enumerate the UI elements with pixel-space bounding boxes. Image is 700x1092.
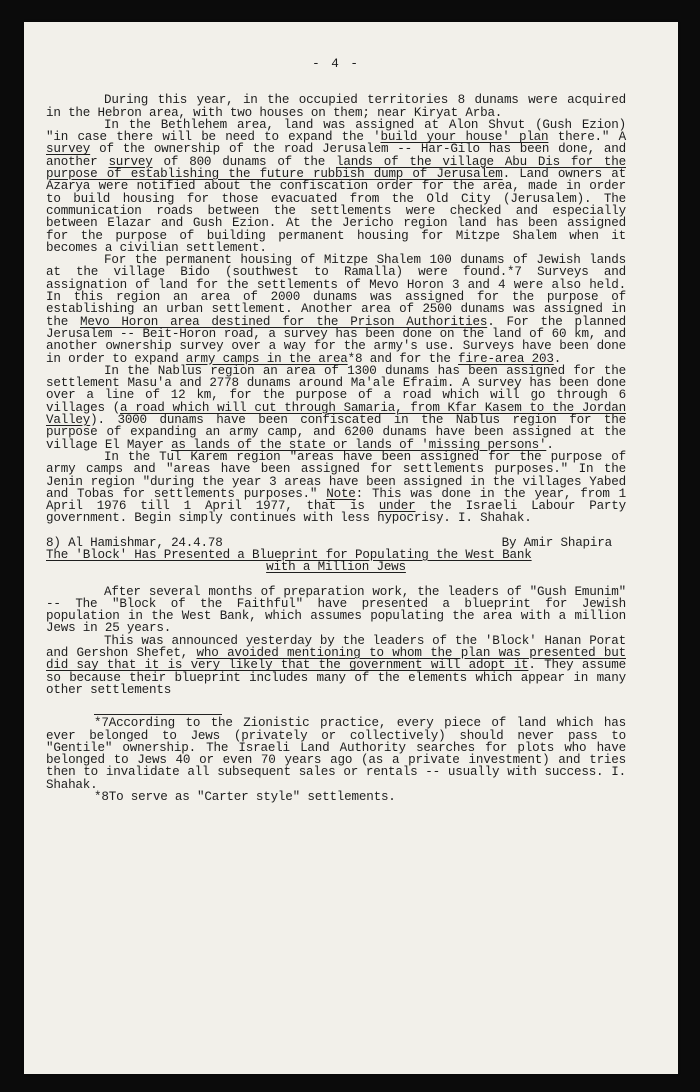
paragraph-nablus: In the Nablus region an area of 1300 dunams has been assigned for the settlement Masu'a and 2778 dunams around Ma'ale Efraim. A survey has been done over a line of 12 km, for the purpose of a road which will go through 6 villages (a road which will cut through Samaria, from Kfar Kasem to the Jordan Valley). 3000 dunams have been confiscated in the Nablus region for the purpose of expanding an army camp, and 6200 dunams have been assigned at the village El Mayer as lands of the state or lands of 'missing persons'.	[46, 363, 626, 452]
paragraph-bethlehem: In the Bethlehem area, land was assigned at Alon Shvut (Gush Ezion) "in case there will be need to expand the 'build your house' plan there." A survey of the ownership of the road Jerusalem -- Har-Gilo has been done, and another survey of 800 dunams of the lands of the village Abu Dis for the purpose of establishing the future rubbish dump of Jerusalem. Land owners at Azarya were notified about the confiscation order for the area, made in order to build housing for those evacuated from the Old City (Jerusalem). The communication roads between the settlements were checked and especially between Elazar and Gush Ezion. At the Jericho region land has been assigned for the purpose of building permanent housing for Mitzpe Shalem when it becomes a civilian settlement.	[46, 117, 626, 255]
article-paragraph-2: This was announced yesterday by the leaders of the 'Block' Hanan Porat and Gershon Shefet, who avoided mentioning to whom the plan was presented but did say that it is very likely that the government will adopt it. They assume so because their blueprint includes many of the elements which appear in many other settlements	[46, 633, 626, 697]
typed-page	[46, 58, 626, 803]
footnote-rule	[94, 714, 222, 715]
article-paragraph-1: After several months of preparation work, the leaders of "Gush Emunim" -- The "Block of the Faithful" have presented a blueprint for Jewish population in the West Bank, which assumes populating the area with a million Jews in 25 years.	[46, 584, 626, 636]
article-byline: By Amir Shapira	[501, 535, 612, 550]
page-number: - 4 -	[312, 57, 360, 71]
article-source: 8) Al Hamishmar, 24.4.78	[46, 535, 223, 550]
paragraph-hebron: During this year, in the occupied territories 8 dunams were acquired in the Hebron area, with two houses on them; near Kiryat Arba.	[46, 93, 626, 120]
paragraph-tul-karem: In the Tul Karem region "areas have been assigned for the purpose of army camps and "areas have been assigned for settlements purposes." In the Jenin region "during the year 3 areas have been assigned in the villages Yabed and Tobas for settlements purposes." Note: This was done in the year, from 1 April 1976 till 1 April 1977, that is under the Israeli Labour Party government. Begin simply continues with less hypocrisy. I. Shahak.	[46, 449, 626, 526]
paragraph-mitzpe-shalem: For the permanent housing of Mitzpe Shalem 100 dunams of Jewish lands at the village Bido (southwest to Ramalla) were found.*7 Surveys and assignation of land for the settlements of Mevo Horon 3 and 4 were also held. In this region an area of 2000 dunams was assigned for the purpose of establishing an urban settlement. Another area of 2500 dunams was assigned in the Mevo Horon area destined for the Prison Authorities. For the planned Jerusalem -- Beit-Horon road, a survey has been done on the land of 60 km, and another ownership survey over a way for the army's use. Surveys have been done in order to expand army camps in the area*8 and for the fire-area 203.	[46, 253, 627, 366]
article-title: The 'Block' Has Presented a Blueprint for Populating the West Bank with a Million Jews	[46, 547, 532, 575]
footnote-8: *8To serve as "Carter style" settlements.	[94, 790, 396, 805]
footnote-7: *7According to the Zionistic practice, every piece of land which has ever belonged to Jews (privately or collectively) should never pass to "Gentile" ownership. The Israeli Land Authority searches for plots who have belonged to Jews 40 or even 70 years ago (as a private investment) and tries then to invalidate all subsequent sales or rentals -- usually with success. I. Shahak.	[46, 716, 626, 792]
